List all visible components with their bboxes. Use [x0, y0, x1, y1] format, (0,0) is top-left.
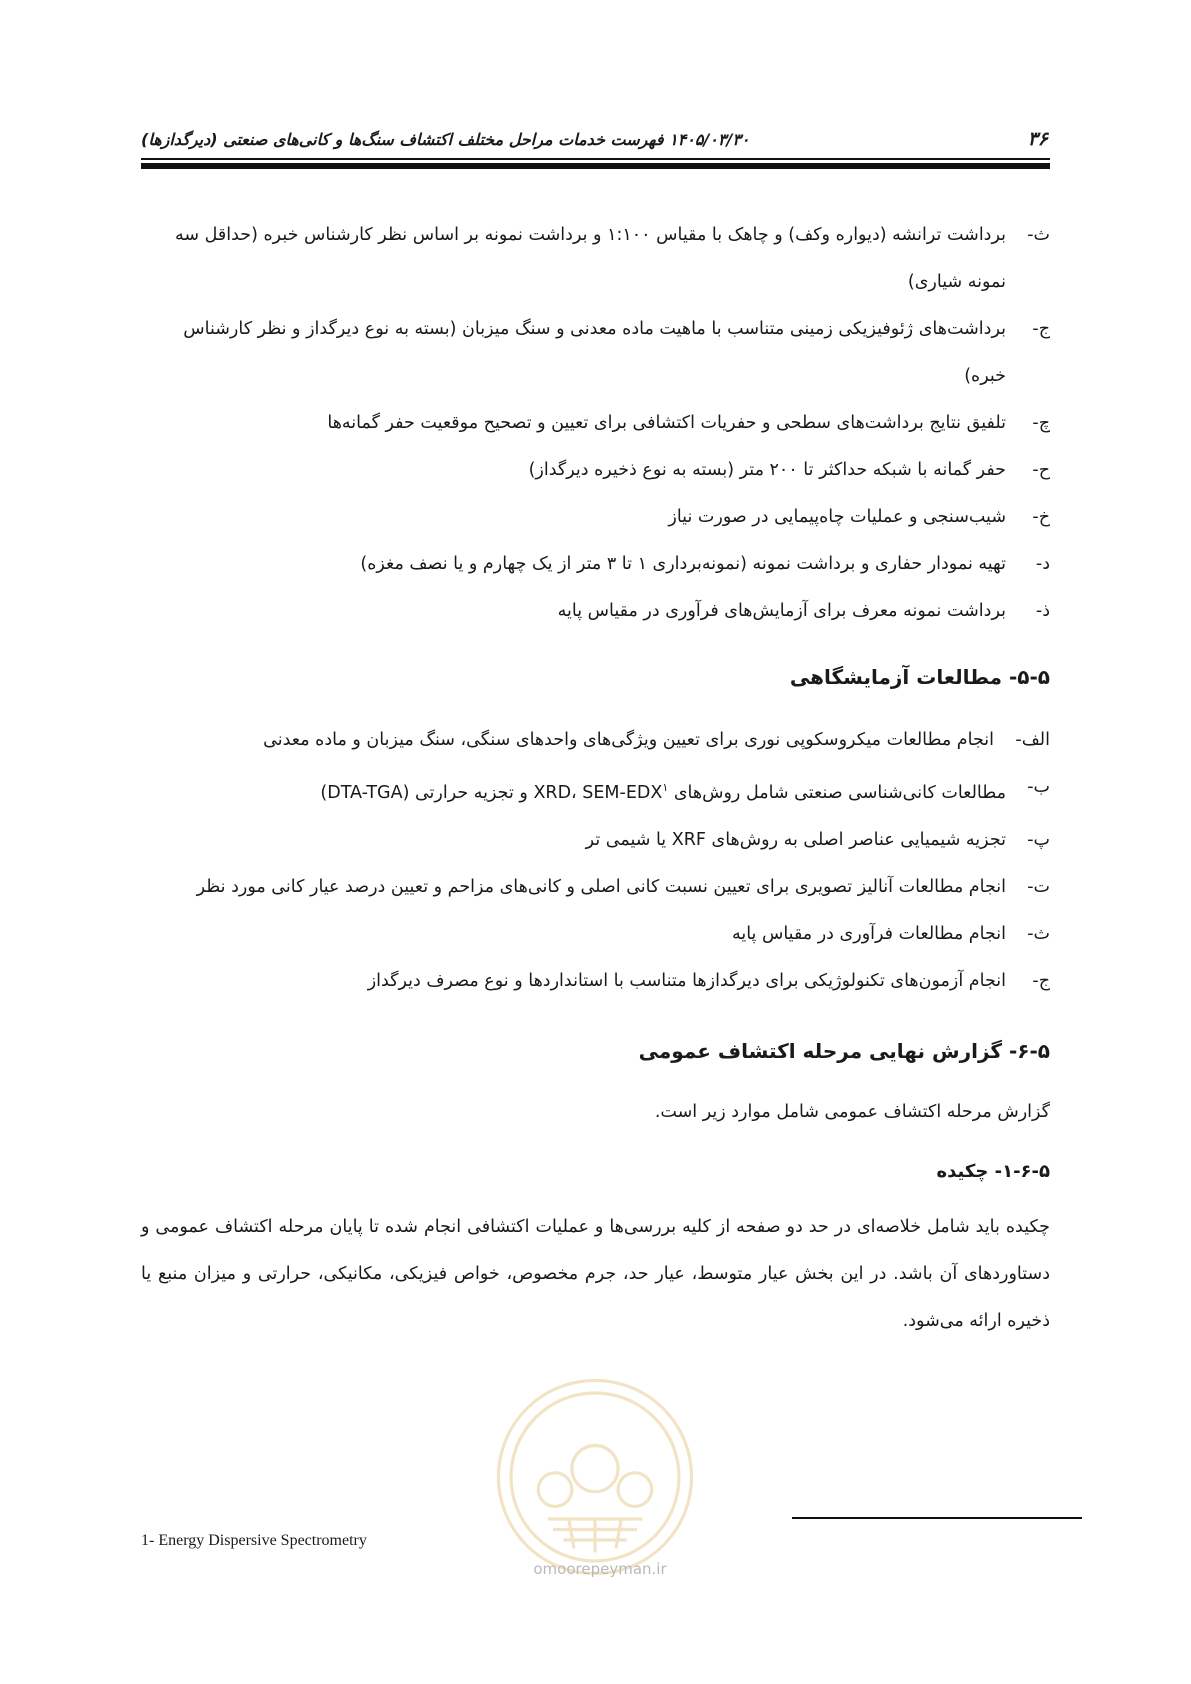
list-item: ب- مطالعات کانی‌شناسی صنعتی شامل روش‌های XRD، SEM-EDX$^۱$ و تجزیه حرارتی (DTA-TGA)	[320, 777, 1050, 803]
list-item: پ- تجزیه شیمیایی عناصر اصلی به روش‌های XRF یا شیمی تر	[585, 829, 1050, 850]
page-header	[141, 126, 1050, 156]
list-item: ج- انجام آزمون‌های تکنولوژیکی برای دیرگدازها متناسب با استانداردها و نوع مصرف دیرگداز	[367, 970, 1050, 991]
list-item: ح- حفر گمانه با شبکه حداکثر تا ۲۰۰ متر (بسته به نوع ذخیره دیرگداز)	[528, 460, 1050, 480]
list-item: ث- انجام مطالعات فرآوری در مقیاس پایه	[731, 923, 1050, 944]
abstract-paragraph: چکیده باید شامل خلاصه‌ای در حد دو صفحه از کلیه بررسی‌ها و عملیات اکتشافی انجام شده تا پایان مرحله اکتشاف عمومی و دستاوردهای آن باشد. در این بخش عیار متوسط، عیار حد، جرم مخصوص، خواص فیزیکی، مکانیکی، حرارتی و میزان منبع یا ذخیره ارائه می‌شود.	[141, 1216, 1050, 1331]
field-activities-list	[141, 212, 1050, 635]
watermark-seal-icon	[490, 1372, 700, 1582]
lab-studies-list	[141, 717, 1050, 1005]
section-heading-lab: ۵-۵- مطالعات آزمایشگاهی	[789, 665, 1050, 689]
subheading-abstract: ۱-۶-۵- چکیده	[936, 1160, 1050, 1182]
page-number: ۳۶	[1027, 128, 1048, 150]
watermark-text: omoorepeyman.ir	[533, 1560, 667, 1578]
list-item: چ- تلفیق نتایج برداشت‌های سطحی و حفریات اکتشافی برای تعیین و تصحیح موقعیت حفر گمانه‌ها	[327, 413, 1050, 433]
header-rule-thick	[141, 163, 1050, 169]
list-item: الف- انجام مطالعات میکروسکوپی نوری برای تعیین ویژگی‌های واحدهای سنگی، سنگ میزبان و ماده معدنی	[263, 730, 1050, 750]
page-content	[141, 212, 1050, 1345]
footnote: 1- Energy Dispersive Spectrometry	[141, 1532, 367, 1549]
list-item: ج- برداشت‌های ژئوفیزیکی زمینی متناسب با ماهیت ماده معدنی و سنگ میزبان (بسته به نوع دیرگداز و نظر کارشناس خبره)	[183, 319, 1050, 386]
header-rule-thin	[141, 158, 1050, 160]
section-heading-report: ۶-۵- گزارش نهایی مرحله اکتشاف عمومی	[638, 1038, 1050, 1063]
footnote-rule	[792, 1517, 1082, 1519]
list-item: ذ- برداشت نمونه معرف برای آزمایش‌های فرآوری در مقیاس پایه	[557, 601, 1050, 621]
list-item: خ- شیب‌سنجی و عملیات چاه‌پیمایی در صورت نیاز	[668, 507, 1050, 527]
list-item: ث- برداشت ترانشه (دیواره وکف) و چاهک با مقیاس ۱:۱۰۰ و برداشت نمونه بر اساس نظر کارشناس خبره (حداقل سه نمونه شیاری)	[175, 225, 1050, 292]
footnote-ref: ۱	[662, 781, 669, 794]
running-title: ۱۴۰۵/۰۳/۳۰ فهرست خدمات مراحل مختلف اکتشاف سنگ‌ها و کانی‌های صنعتی (دیرگدازها)	[141, 130, 750, 149]
report-intro: گزارش مرحله اکتشاف عمومی شامل موارد زیر است.	[654, 1101, 1050, 1122]
list-item: ت- انجام مطالعات آنالیز تصویری برای تعیین نسبت کانی اصلی و کانی‌های مزاحم و تعیین درصد عیار کانی مورد نظر	[196, 876, 1050, 897]
list-item: د- تهیه نمودار حفاری و برداشت نمونه (نمونه‌برداری ۱ تا ۳ متر از یک چهارم و یا نصف مغزه)	[360, 554, 1050, 574]
